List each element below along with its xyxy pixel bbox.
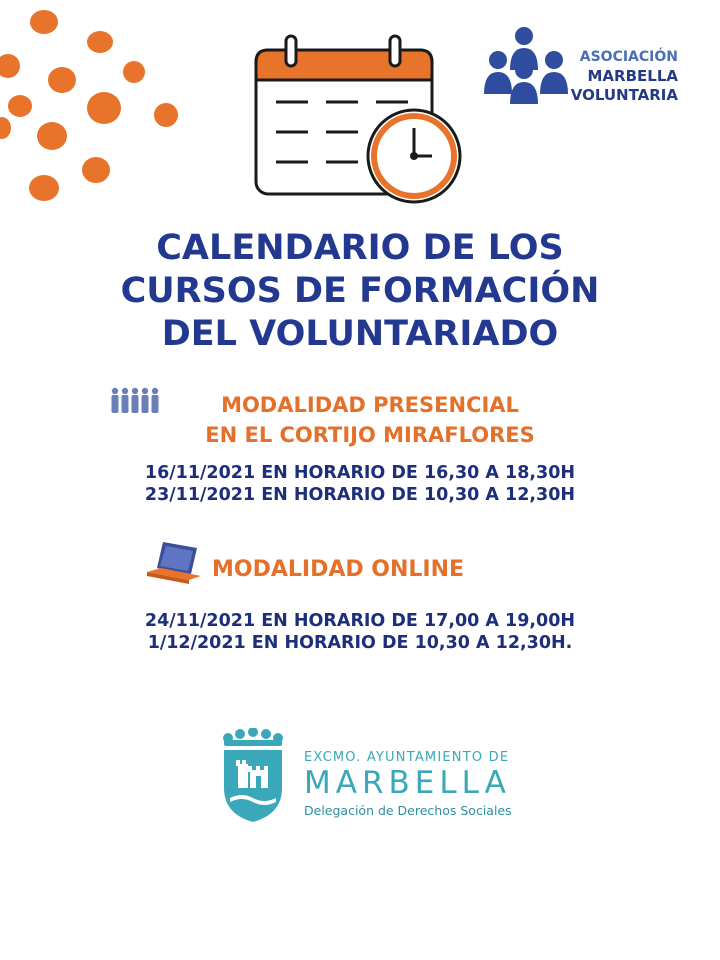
presencial-dates xyxy=(0,462,720,506)
presencial-line1: MODALIDAD PRESENCIAL xyxy=(221,393,519,417)
title-line2: CURSOS DE FORMACIÓN xyxy=(120,271,600,311)
calendar-clock-icon xyxy=(250,30,470,210)
page-title xyxy=(0,227,720,356)
online-heading: MODALIDAD ONLINE xyxy=(212,557,465,582)
ayuntamiento-line3: Delegación de Derechos Sociales xyxy=(304,803,512,818)
association-name-line2: MARBELLA xyxy=(587,67,678,85)
online-date-1: 24/11/2021 EN HORARIO DE 17,00 A 19,00H xyxy=(144,611,576,631)
association-name-line3: VOLUNTARIA xyxy=(570,86,678,104)
online-date-2: 1/12/2021 EN HORARIO DE 10,30 A 12,30H. xyxy=(147,633,573,653)
title-line3: DEL VOLUNTARIADO xyxy=(161,314,559,354)
association-name-line1: ASOCIACIÓN xyxy=(579,49,678,65)
presencial-date-2: 23/11/2021 EN HORARIO DE 10,30 A 12,30H xyxy=(144,485,576,505)
laptop-icon xyxy=(145,540,203,586)
online-dates xyxy=(0,610,720,654)
association-logo xyxy=(484,26,684,112)
ayuntamiento-logo-text xyxy=(304,750,534,818)
decorative-orange-dots xyxy=(0,0,190,210)
marbella-crest-icon xyxy=(220,728,286,824)
association-people-icon xyxy=(484,26,574,112)
presencial-heading xyxy=(150,390,590,450)
ayuntamiento-line2: MARBELLA xyxy=(304,765,511,801)
title-line1: CALENDARIO DE LOS xyxy=(156,228,564,268)
presencial-date-1: 16/11/2021 EN HORARIO DE 16,30 A 18,30H xyxy=(144,463,576,483)
ayuntamiento-line1: EXCMO. AYUNTAMIENTO DE xyxy=(304,750,510,765)
presencial-line2: EN EL CORTIJO MIRAFLORES xyxy=(205,423,535,447)
